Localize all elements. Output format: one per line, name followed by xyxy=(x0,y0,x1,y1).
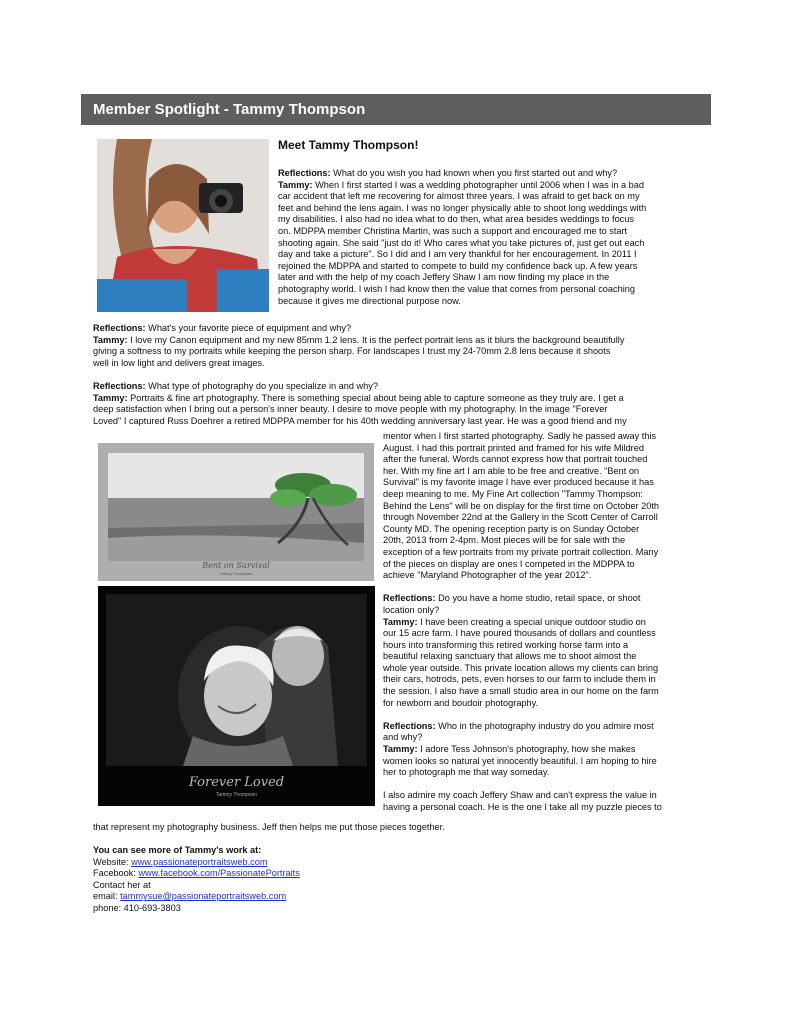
a4-line: beautiful relaxing sanctuary that allows me to shoot almost the xyxy=(383,651,637,662)
a5-line: her to photograph me that way someday. xyxy=(383,767,550,778)
forever-credit: Tammy Thompson xyxy=(215,792,258,798)
a3-line: mentor when I first started photography. Sadly he passed away this xyxy=(383,431,657,441)
a2-line: giving a softness to my portraits while keeping the person sharp. For landscapes I trust my 24-70mm 2.8 lens because it shoots xyxy=(93,346,611,357)
portrait-image-icon xyxy=(97,139,269,312)
a3-line: deep satisfaction when I bring out a person's inner beauty. I desire to move people with my photography. In the image "Forever xyxy=(93,404,608,415)
contact-block xyxy=(93,845,708,915)
q1-label: Reflections: xyxy=(278,168,331,178)
a4-label: Tammy: xyxy=(383,616,418,627)
a5-label: Tammy: xyxy=(383,744,418,755)
a3-line: Behind the Lens" will be on display for the first time on October 20th xyxy=(383,500,659,511)
a3-line: County MD. The opening reception party is on Sunday October xyxy=(383,523,640,534)
q4-text: location only? xyxy=(383,604,440,615)
email-label: email: xyxy=(93,891,121,902)
facebook-label: Facebook: xyxy=(93,868,139,879)
a3-line: Portraits & fine art photography. There is something special about being able to capture someone as they truly are. I get a xyxy=(127,392,624,403)
a3-line: her. With my fine art I am able to be free and creative. "Bent on xyxy=(383,465,640,476)
forever-caption: Forever Loved xyxy=(188,775,285,790)
q3-label: Reflections: xyxy=(93,380,146,391)
a4-line: the session. I also have a small studio area in our home on the farm xyxy=(383,686,659,697)
a4-line: whole year outside. This private location allows my clients can bring xyxy=(383,662,659,673)
q5-text: and why? xyxy=(383,732,423,743)
q2-text: What's your favorite piece of equipment and why? xyxy=(145,323,352,333)
a3-line: through November 22nd at the Gallery in the Scott Center of Carroll xyxy=(383,512,658,523)
q4-text: Do you have a home studio, retail space, or shoot xyxy=(435,593,641,604)
bent-credit: Tammy Thompson xyxy=(219,571,253,576)
a3-line: Loved" I captured Russ Doehrer a retired MDPPA member for his 40th wedding anniversary last year. He was a good friend and my xyxy=(93,415,627,426)
a1-line: When I first started I was a wedding photographer until 2006 when I was in a bad xyxy=(312,179,645,190)
a3-line: 20th, 2013 from 2-4pm. Most pieces will be for sale with the xyxy=(383,535,626,546)
a3-label: Tammy: xyxy=(93,392,128,403)
website-label: Website: xyxy=(93,856,132,867)
a2-label: Tammy: xyxy=(93,334,128,345)
a5-line: I also admire my coach Jeffery Shaw and can't express the value in xyxy=(383,790,657,801)
a3-line: August. I had this portrait printed and framed for his wife Mildred xyxy=(383,442,644,453)
a1-line: my disabilities. I also had no idea what to do then, what area besides weddings to focus xyxy=(278,214,634,225)
q5-label: Reflections: xyxy=(383,720,436,731)
forever-image-icon xyxy=(98,586,375,806)
right-column xyxy=(383,431,708,814)
a1-line: shooting again. She said "just do it! Who cares what you take pictures of, just get out each xyxy=(278,237,645,248)
portrait-photo xyxy=(97,139,269,312)
a1-line: feet and behind the lens again. I was no longer physically able to shoot long weddings with xyxy=(278,202,647,213)
bent-on-survival-photo xyxy=(98,443,374,581)
a4-line: for newborn and boudoir photography. xyxy=(383,697,539,708)
a3-line: after the funeral. Words cannot express how that portrait touched xyxy=(383,454,648,465)
closing-line xyxy=(93,822,708,834)
q1-text: What do you wish you had known when you first started out and why? xyxy=(330,168,618,178)
q2-block xyxy=(93,323,708,427)
facebook-link[interactable]: www.facebook.com/PassionatePortraits xyxy=(138,868,300,879)
a2-line: I love my Canon equipment and my new 85mm 1.2 lens. It is the perfect portrait lens as it blurs the background beautifully xyxy=(127,334,625,345)
a5-line: that represent my photography business. Jeff then helps me put those pieces together. xyxy=(93,822,445,832)
a1-line: rejoined the MDPPA and started to compete to build my confidence back up. A few years xyxy=(278,260,638,271)
intro-text xyxy=(278,168,708,307)
forever-loved-photo xyxy=(98,586,375,806)
email-link[interactable]: tammysue@passionateportraitsweb.com xyxy=(120,891,287,902)
a1-line: photography world. I wish I had know then the value that comes from personal coaching xyxy=(278,283,635,294)
a4-line: our 15 acre farm. I have poured thousands of dollars and countless xyxy=(383,628,656,639)
a2-line: well in low light and delivers great images. xyxy=(93,357,265,368)
a5-line: I adore Tess Johnson's photography, how she makes xyxy=(417,744,636,755)
a3-line: achieve "Maryland Photographer of the year 2012". xyxy=(383,570,592,581)
intro-title: Meet Tammy Thompson! xyxy=(278,138,419,152)
a3-line: Survival" is my favorite image I have ever produced because it has xyxy=(383,477,654,488)
a4-line: hours into transforming this retired working horse farm into a xyxy=(383,639,629,650)
a1-line: because it gives me directional purpose now. xyxy=(278,295,461,306)
q3-text: What type of photography do you specialize in and why? xyxy=(145,380,378,391)
a5-line: having a personal coach. He is the one I take all my puzzle pieces to xyxy=(383,802,662,812)
q5-text: Who in the photography industry do you admire most xyxy=(435,720,654,731)
a3-line: exception of a few portraits from my private portrait collection. Many xyxy=(383,546,659,557)
a3-line: of the pieces on display are ones I competed in the MDPPA to xyxy=(383,558,635,569)
bent-caption: Bent on Survival xyxy=(202,561,270,570)
a1-line: on. MDPPA member Christina Martin, was such a support and encouraged me to start xyxy=(278,225,628,236)
q4-label: Reflections: xyxy=(383,593,436,604)
a1-line: later and with the help of my coach Jeffery Shaw I am now finding my place in the xyxy=(278,272,610,283)
website-link[interactable]: www.passionateportraitsweb.com xyxy=(131,856,268,867)
q2-label: Reflections: xyxy=(93,323,146,333)
a4-line: I have been creating a special unique outdoor studio on xyxy=(417,616,646,627)
contact-line: Contact her at xyxy=(93,879,151,890)
a1-label: Tammy: xyxy=(278,179,313,190)
contact-heading: You can see more of Tammy's work at: xyxy=(93,845,262,855)
a4-line: their cars, hotrods, pets, even horses to our farm to include them in xyxy=(383,674,656,685)
a1-line: day and take a picture". So I did and I am very thankful for her encouragement. In 2011 I xyxy=(278,249,637,260)
a1-line: car accident that left me recovering for almost three years. I was afraid to get back on my xyxy=(278,191,640,202)
section-banner: Member Spotlight - Tammy Thompson xyxy=(81,94,711,125)
a3-line: deep meaning to me. My Fine Art collection "Tammy Thompson: xyxy=(383,488,643,499)
a5-line: women looks so natural yet innocently beautiful. I am hoping to hire xyxy=(383,755,657,766)
phone-number: phone: 410-693-3803 xyxy=(93,902,181,913)
